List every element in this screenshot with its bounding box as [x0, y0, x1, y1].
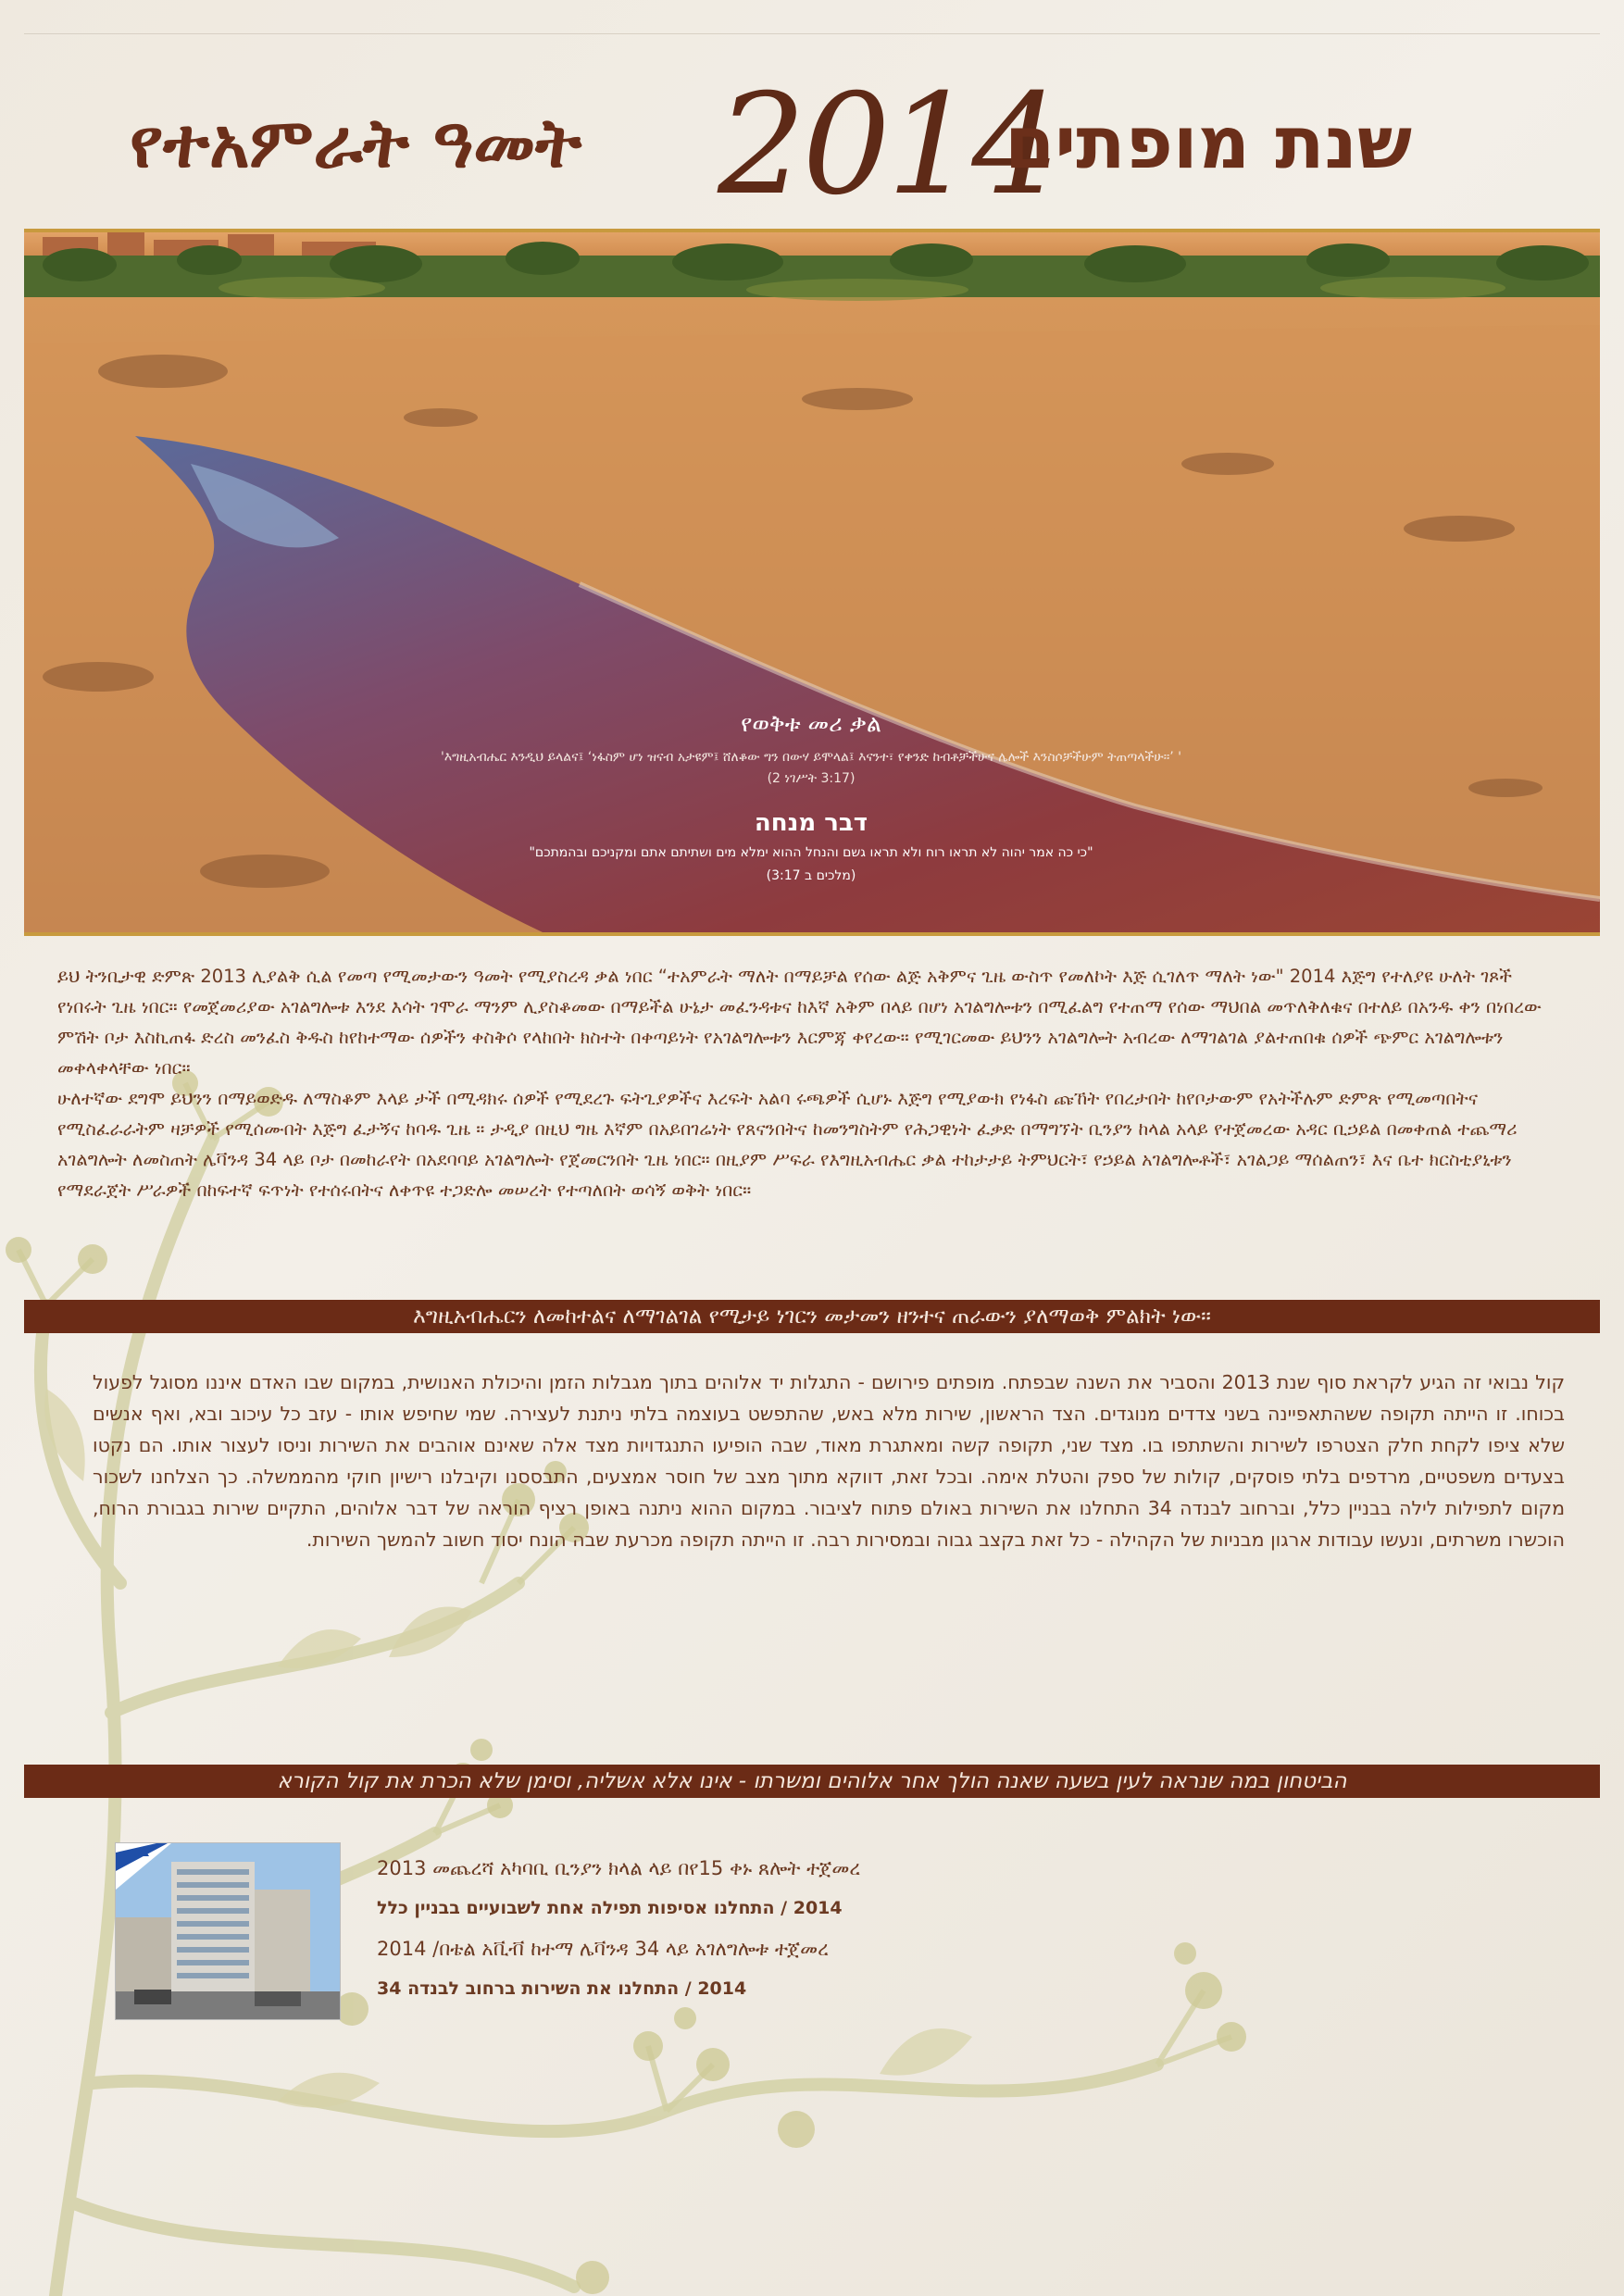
title-amharic: የተአምራት ዓመት [130, 104, 582, 183]
quote-band-hebrew: הביטחון במה שנראה לעין בשעה שאנה הולך אחר אלוהים ומשרתו - אינו אלא אשליה, וסימן שלא הכרת את קול הקורא [24, 1765, 1600, 1798]
verse-title-hebrew: דבר מנחה [754, 809, 868, 837]
plant-decoration [0, 1065, 1343, 2296]
verse-text-hebrew: "כי כה אמר יהוה לא תראו רוח ולא תראו גשם והנחל ההוא ימלא מים ושתיתם אתם ומקניכם ובהמתכם" [529, 845, 1093, 860]
timeline-item-4: 2014 / התחלנו את השירות ברחוב לבנדה 34 [377, 1978, 747, 1999]
verse-ref-hebrew: (מלכים ב 3:17) [766, 868, 856, 883]
timeline-item-3: 2014 /በቴል አቪቭ ከተማ ሌቫንዳ 34 ላይ አገለግሎቱ ተጀመረ [377, 1938, 829, 1960]
landscape-photo [24, 229, 1600, 936]
title-year: 2014 [718, 65, 1056, 226]
amharic-body [57, 961, 1565, 1205]
amharic-paragraph-2: ሁለተኛው ደግሞ ይህንን በማይወድዱ ለማስቆም እላይ ታች በሚዳክሩ ሰዎች የሚደረጉ ፍትጊያዎችና እረፍት አልባ ሩጫዎች ሲሆኑ እጅግ የሚያውክ የነፋስ ጩኸት የበረታበት ከየቦታውም የአትችሉም ድምጽ የሚመጣበትና የሚስፈራራትም ዛቻዎች የሚሰሙበት እጅግ ፈታኝና ከባዱ ጊዜ ። ታዲያ በዚህ ግዜ እኛም በአይበገሬነት የጸናንበትና ከመንግስትም የሕጋዊነት ፈቃድ በማግኘት ቢንያን ከላል አላይ የተጀመረው አዳር ቢኃይል በመቀጠል ተጨማሪ አገልግሎት ለመስጠት ሌቫንዳ 34 ላይ ቦታ በመከራየት በአደባባይ አገልግሎት የጀመርንበት ጊዜ ነበር። በዚያም ሥፍራ የእግዚአብሔር ቃል ተከታታይ ትምህርት፣ የኃይል አገልግሎቶች፣ አገልጋይ ማሰልጠን፣ እና ቤተ ክርስቲያኒቱን የማደራጀት ሥራዎች በከፍተኛ ፍጥነት የተሰሩበትና ለቀጥዩ ተጋድሎ መሠረት የተጣለበት ወሳኝ ወቅት ነበር። [57, 1088, 1518, 1201]
verse-title-amharic: የወቅቱ መሪ ቃል [741, 710, 881, 737]
top-rule [24, 33, 1600, 34]
hebrew-body: קול נבואי זה הגיע לקראת סוף שנת 2013 והסביר את השנה שבפתח. מופתים פירושם - התגלות יד אלוהים בתוך מגבלות הזמן והיכולת האנושית, במקום שבו האדם איננו מסוגל לפעול בכוחו. זו הייתה תקופה ששהתאפיינה בשני צדדים מנוגדים. הצד הראשון, שירות מלא באש, שהתפשט בעוצמה בלתי ניתנת לעצירה. שמי שחיפש אותו - עזב כל עיכוב ובא, ואף אנשים שלא ציפו לקחת חלק הצטרפו לשירות והשתתפו בו. מצד שני, תקופה קשה ומאתגרת מאוד, שבה הופיעו התנגדויות מצד אלה שאינם אוהבים את השירות וניסו לעצור אותו. הם נקטו בצעדים משפטיים, מרדפים בלתי פוסקים, קולות של ספק והטלת אימה. ובכל זאת, דווקא מתוך מצב של חוסר אמצעים, התבססנו וקיבלנו רישיון חוקי מהממשלה. כך הצלחנו לשכור מקום לתפילות לילה בבניין כלל, וברחוב לבנדה 34 התחלנו את השירות באולם פתוח לציבור. במקום ההוא ניתנה באופן רציף הוראה של דבר אלוהים, התקיים שירות בגבורת הרוח, הוכשרו משרתים, ונעשו עבודות ארגון מבניות של הקהילה - כל זאת בקצב גבוה ובמסירות רבה. זו הייתה תקופה מכרעת שבה הונח יסוד חשוב להמשך השירות. [93, 1371, 1565, 1551]
building-photo [115, 1842, 341, 2020]
verse-ref-amharic: (2 ነገሥት 3:17) [767, 771, 856, 786]
amharic-paragraph-1: ይህ ትንቢታዊ ድምጽ 2013 ሊያልቅ ሲል የመጣ የሚመታውን ዓመት የሚያስረዳ ቃል ነበር “ተአምራት ማለት በማይቻል የሰው ልጅ አቅምና ጊዜ ውስጥ የመለኮት እጅ ሲገለጥ ማለት ነው" 2014 እጅግ የተለያዩ ሁለት ገጾች የነበሩት ጊዜ ነበር። የመጀመሪያው አገልግሎቱ እንደ እሳት ገሞራ ማንም ሊያስቆመው በማይችል ሁኔታ መፈንዳቱና ከእኛ አቅም በላይ በሆነ አገልግሎቱን በሚፈልግ የተጠማ የሰው ማህበል መጥለቅለቁና በተለይ በአንዱ ቀን በነበረው ምሽት ቦታ እስኪጠፋ ድረስ መንፈስ ቅዱስ ከየከተማው ሰዎችን ቀስቅሶ የላከበት ክስተት በቀጣይነት የአገልግሎቱን እርምጃ ቀየረው። የሚገርመው ይህንን አገልግሎት አብረው ለማገልገል ያልተጠበቁ ሰዎች ጭምር አገልግሎቱን መቀላቀላቸው ነበር። [57, 966, 1542, 1079]
verse-text-amharic: 'እግዚአብሔር እንዲህ ይላልና፤ ‘ነፋስም ሆነ ዝናብ አታዩም፤ ሸለቆው ግን በውሃ ይሞላል፤ እናንተ፣ የቀንድ ከብቶቻችሁና ሌሎች እንስሶቻችሁም ትጠጣላችሁ።’ ' [441, 750, 1181, 765]
quote-band-amharic: እግዚአብሔርን ለመከተልና ለማገልገል የሚታይ ነገርን መታመን ዘንተና ጠራውን ያለማወቅ ምልክት ነው። [24, 1300, 1600, 1333]
timeline-item-2: 2014 / התחלנו אסיפות תפילה אחת לשבועיים בבניין כלל [377, 1898, 843, 1918]
title-hebrew: שנת מופתים [1005, 102, 1413, 185]
timeline-item-1: 2013 መጨረሻ አካባቢ ቢንያን ክላል ላይ በየ15 ቀኑ ጸሎት ተጀመረ [377, 1857, 861, 1879]
